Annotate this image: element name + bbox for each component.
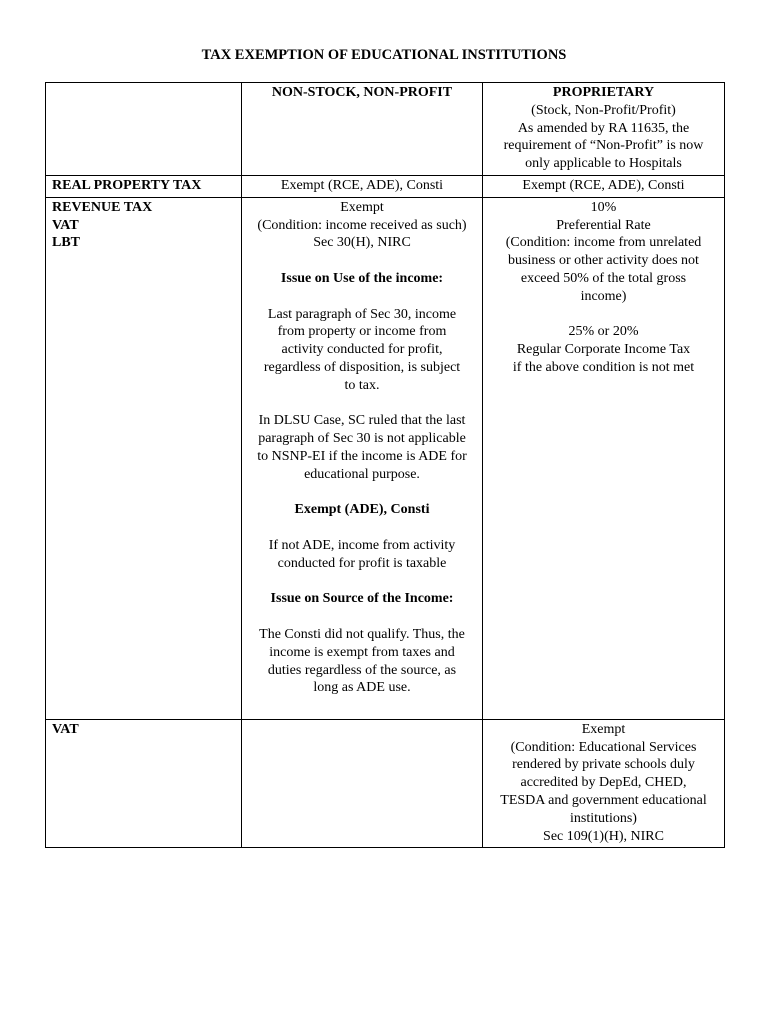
header-non-stock-non-profit: NON-STOCK, NON-PROFIT [242,83,483,176]
row-label-revenue-tax [46,197,242,719]
blank-line [248,608,476,626]
text-line: 10% [590,199,617,215]
blank-line [248,395,476,413]
text-line: income) [580,288,627,304]
text-line: long as ADE use. [313,680,411,696]
text-line: to tax. [344,377,380,393]
blank-line [248,573,476,591]
text-line: activity conducted for profit, [281,342,443,358]
blank-line [248,484,476,502]
text-line: Sec 30(H), NIRC [313,235,411,251]
text-line: Exempt [581,721,626,737]
header-empty-cell [46,83,242,176]
blank-line [248,519,476,537]
text-line: Sec 109(1)(H), NIRC [543,828,664,844]
text-line: Regular Corporate Income Tax [516,342,691,358]
text-line: institutions) [570,810,637,826]
header-proprietary-line: only applicable to Hospitals [525,156,682,172]
header-proprietary-title: PROPRIETARY [552,85,655,100]
text-line: from property or income from [277,324,447,340]
real-property-proprietary-cell: Exempt (RCE, ADE), Consti [483,175,725,197]
revenue-proprietary-cell [483,197,725,719]
text-line: regardless of disposition, is subject [263,359,461,375]
text-line: if the above condition is not met [512,359,695,375]
text-line: paragraph of Sec 30 is not applicable [258,431,466,447]
vat-proprietary-cell [483,719,725,848]
header-proprietary-line: As amended by RA 11635, the [517,120,690,136]
blank-line [248,288,476,306]
text-line: educational purpose. [304,466,420,482]
text-line: income is exempt from taxes and [269,644,455,660]
text-line: Preferential Rate [556,217,651,233]
row-label-line: VAT [52,217,79,233]
section-heading-source-of-income: Issue on Source of the Income: [270,591,454,607]
text-line: 25% or 20% [568,324,639,340]
text-line: In DLSU Case, SC ruled that the last [258,413,466,429]
text-line: rendered by private schools duly [512,757,695,773]
table-header-row [46,83,725,176]
row-label-real-property-tax: REAL PROPERTY TAX [46,175,242,197]
document-title: TAX EXEMPTION OF EDUCATIONAL INSTITUTIONS [201,47,567,63]
revenue-nsnp-cell [242,197,483,719]
text-line: (Condition: income received as such) [257,217,467,233]
vat-nsnp-cell [242,719,483,848]
header-proprietary-line: requirement of “Non-Profit” is now [503,138,704,154]
text-line: Exempt [340,199,384,215]
text-line: exceed 50% of the total gross [520,270,687,286]
text-line: TESDA and government educational [500,792,707,808]
text-line: business or other activity does not [508,253,699,269]
text-line: duties regardless of the source, as [267,662,457,678]
text-line: accredited by DepEd, CHED, [520,775,687,791]
text-line: (Condition: income from unrelated [505,235,702,251]
table-row-revenue-tax [46,197,725,719]
row-label-line: LBT [52,235,81,251]
text-line: The Consti did not qualify. Thus, the [259,626,465,642]
text-line: to NSNP-EI if the income is ADE for [257,448,467,464]
section-heading-use-of-income: Issue on Use of the income: [280,270,444,286]
table-row-vat [46,719,725,848]
text-line: conducted for profit is taxable [277,555,447,571]
real-property-nsnp-cell: Exempt (RCE, ADE), Consti [242,175,483,197]
header-proprietary [483,83,725,176]
header-proprietary-line: (Stock, Non-Profit/Profit) [531,102,676,118]
row-label-vat: VAT [46,719,242,848]
blank-line [248,252,476,270]
blank-line [489,306,718,324]
row-label-line: REVENUE TAX [52,199,153,215]
tax-exemption-table [45,82,725,848]
text-line: If not ADE, income from activity [268,537,456,553]
text-line: (Condition: Educational Services [510,739,697,755]
section-heading-exempt-ade: Exempt (ADE), Consti [294,502,430,518]
text-line: Last paragraph of Sec 30, income [267,306,457,322]
table-row-real-property-tax [46,175,725,197]
